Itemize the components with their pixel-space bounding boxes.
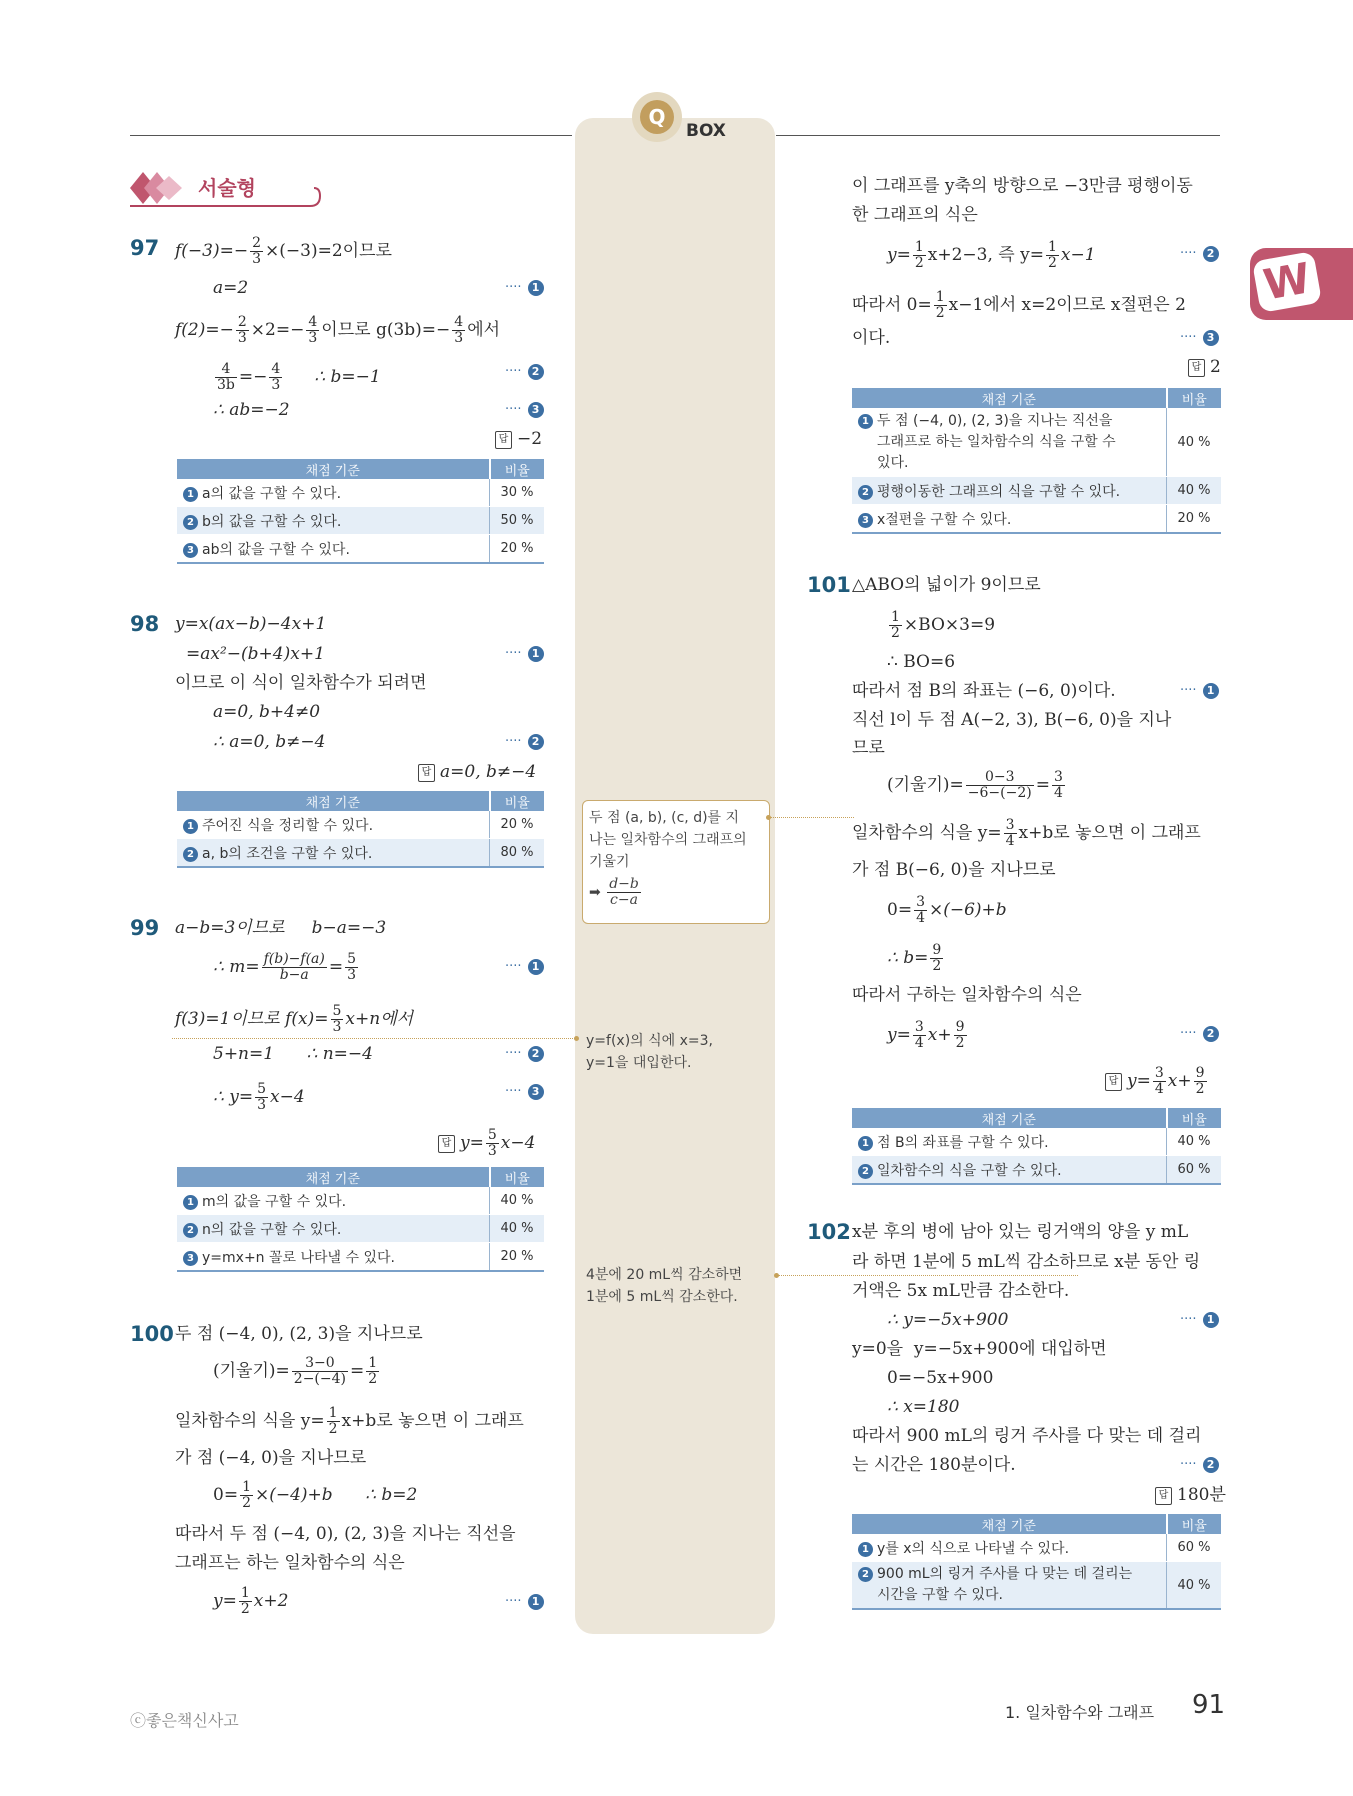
q97-marker-3: ···· 3 <box>505 400 544 420</box>
q102-marker-2: ···· 2 <box>1180 1455 1219 1475</box>
q97-line2: a=2 <box>213 278 249 298</box>
q100-line1: 두 점 (−4, 0), (2, 3)을 지나므로 <box>175 1324 423 1344</box>
table-row: 2 900 mL의 링거 주사를 다 맞는 데 걸리는 시간을 구할 수 있다. 40 % <box>852 1562 1221 1610</box>
q102-line1: x분 후의 병에 남아 있는 링거액의 양을 y mL <box>852 1222 1189 1242</box>
q101-line4: 따라서 점 B의 좌표는 (−6, 0)이다. <box>852 681 1116 701</box>
table-row: 2 n의 값을 구할 수 있다. 40 % <box>177 1215 544 1243</box>
q100-line7: 그래프는 하는 일차함수의 식은 <box>175 1553 405 1573</box>
qbox-note-slope-line2: 나는 일차함수의 그래프의 <box>589 832 747 848</box>
q100-marker-3: ···· 3 <box>1180 328 1219 348</box>
q99-marker-3: ···· 3 <box>505 1082 544 1102</box>
table-row: 3 x절편을 구할 수 있다. 20 % <box>852 505 1221 534</box>
q98-line1: y=x(ax−b)−4x+1 <box>175 614 327 634</box>
q99-line2: ∴ m= $\frac{f(b)-f(a)}{b-a}$ = $\frac{5}{3}$ <box>213 951 357 983</box>
q99-leader-line <box>172 1038 577 1039</box>
table-row: 2 평행이동한 그래프의 식을 구할 수 있다. 40 % <box>852 477 1221 505</box>
q102-line3: 거액은 5x mL만큼 감소한다. <box>852 1281 1070 1301</box>
table-row: 3 ab의 값을 구할 수 있다. 20 % <box>177 535 544 564</box>
q102-leader-line <box>778 1275 1078 1276</box>
q97-marker-2: ···· 2 <box>505 362 544 382</box>
q100-line4: 가 점 (−4, 0)을 지나므로 <box>175 1448 367 1468</box>
q98-answer: 답 a=0, b≠−4 <box>418 762 536 782</box>
qbox-note-rate-dot <box>774 1273 779 1278</box>
top-rule-left <box>130 135 572 136</box>
qbox-note-substitute-line1: y=f(x)의 식에 x=3, <box>586 1033 713 1049</box>
q97-line1: f(−3)=− $\frac{2}{3}$ ×(−3)=2이므로 <box>175 235 392 267</box>
w-tab-icon: W <box>1252 251 1322 313</box>
footer-copyright: ⓒ좋은책신사고 <box>130 1711 239 1730</box>
q99-criteria-table: 채점 기준 비율 1 m의 값을 구할 수 있다. 40 % 2 n의 값을 구할 수 있다. 40 % 3 y=mx+n 꼴로 나타낼 수 있다. 20 % <box>177 1167 544 1272</box>
q100-right-line5: 이다. <box>852 328 891 348</box>
arrow-icon: ➡ <box>589 884 601 901</box>
qbox-note-slope-dot <box>766 815 771 820</box>
section-underline <box>130 180 330 210</box>
q98-line2: =ax²−(b+4)x+1 <box>186 644 325 664</box>
q97-line3: f(2)=− $\frac{2}{3}$ ×2=− $\frac{4}{3}$ 이므로 g(3b)=− $\frac{4}{3}$ 에서 <box>175 314 501 346</box>
qbox-note-slope-formula: ➡ $\frac{d-b}{c-a}$ <box>589 876 639 908</box>
q101-line11: ∴ b= $\frac{9}{2}$ <box>887 942 942 974</box>
q102-answer: 답 180분 <box>1155 1485 1226 1505</box>
q102-line9: 는 시간은 180분이다. <box>852 1455 1016 1475</box>
q97-marker-1: ···· 1 <box>505 278 544 298</box>
q98-line4: a=0, b+4≠0 <box>213 702 321 722</box>
q101-line13: y= $\frac{3}{4}$ x+ $\frac{9}{2}$ <box>887 1019 965 1051</box>
q101-line7: (기울기)= $\frac{0-3}{-6-(-2)}$ = $\frac{3}{4}$ <box>887 769 1063 801</box>
q101-criteria-table: 채점 기준 비율 1 점 B의 좌표를 구할 수 있다. 40 % 2 일차함수의 식을 구할 수 있다. 60 % <box>852 1108 1221 1185</box>
q100-right-line1: 이 그래프를 y축의 방향으로 −3만큼 평행이동 <box>852 176 1193 196</box>
footer-page-number: 91 <box>1192 1690 1226 1720</box>
q98-criteria-table: 채점 기준 비율 1 주어진 식을 정리할 수 있다. 20 % 2 a, b의 조건을 구할 수 있다. 80 % <box>177 791 544 868</box>
q98-line5: ∴ a=0, b≠−4 <box>213 732 326 752</box>
q100-marker-1: ···· 1 <box>505 1592 544 1612</box>
q97-line5: ∴ ab=−2 <box>213 400 290 420</box>
table-row: 1 a의 값을 구할 수 있다. 30 % <box>177 479 544 507</box>
footer-chapter: 1. 일차함수와 그래프 <box>1005 1703 1155 1722</box>
q102-line7: ∴ x=180 <box>887 1397 960 1417</box>
q100-line2: (기울기)= $\frac{3-0}{2-(-4)}$ = $\frac{1}{2}$ <box>213 1355 378 1387</box>
q97-criteria-table: 채점 기준 비율 1 a의 값을 구할 수 있다. 30 % 2 b의 값을 구할 수 있다. 50 % 3 ab의 값을 구할 수 있다. 20 % <box>177 459 544 564</box>
qbox-note-slope-line1: 두 점 (a, b), (c, d)를 지 <box>589 810 740 826</box>
q101-line1: △ABO의 넓이가 9이므로 <box>852 575 1041 595</box>
qbox-badge-inner: Q <box>640 100 674 134</box>
q100-line6: 따라서 두 점 (−4, 0), (2, 3)을 지나는 직선을 <box>175 1524 516 1544</box>
top-rule-right <box>776 135 1220 136</box>
q101-line5: 직선 l이 두 점 A(−2, 3), B(−6, 0)을 지나 <box>852 710 1172 730</box>
q100-line5: 0= $\frac{1}{2}$ ×(−4)+b ∴ b=2 <box>213 1479 418 1511</box>
q101-line12: 따라서 구하는 일차함수의 식은 <box>852 985 1082 1005</box>
q100-line3: 일차함수의 식을 y= $\frac{1}{2}$ x+b로 놓으면 이 그래프 <box>175 1405 524 1437</box>
q101-line6: 므로 <box>852 738 885 758</box>
q97-answer: 답 −2 <box>495 429 542 449</box>
table-row: 1 m의 값을 구할 수 있다. 40 % <box>177 1187 544 1215</box>
q100-number: 100 <box>130 1322 174 1346</box>
q99-line5: ∴ y= $\frac{5}{3}$ x−4 <box>213 1081 305 1113</box>
section-title: 서술형 <box>198 176 256 200</box>
q100-answer: 답 2 <box>1188 357 1221 377</box>
qbox-note-rate-line2: 1분에 5 mL씩 감소한다. <box>586 1289 738 1305</box>
q102-line6: 0=−5x+900 <box>887 1368 994 1388</box>
q99-number: 99 <box>130 916 160 940</box>
q99-marker-1: ···· 1 <box>505 957 544 977</box>
table-row: 1 두 점 (−4, 0), (2, 3)을 지나는 직선을 그래프로 하는 일차함수의 식을 구할 수 있다. 40 % <box>852 408 1221 477</box>
qbox-note-rate-line1: 4분에 20 mL씩 감소하면 <box>586 1267 743 1283</box>
q99-line3: f(3)=1이므로 f(x)= $\frac{5}{3}$ x+n에서 <box>175 1003 414 1035</box>
q102-line2: 라 하면 1분에 5 mL씩 감소하므로 x분 동안 링 <box>852 1252 1201 1272</box>
q101-answer: 답 y= $\frac{3}{4}$ x+ $\frac{9}{2}$ <box>1105 1066 1209 1097</box>
table-row: 1 점 B의 좌표를 구할 수 있다. 40 % <box>852 1128 1221 1156</box>
q98-marker-2: ···· 2 <box>505 732 544 752</box>
q101-line8: 일차함수의 식을 y= $\frac{3}{4}$ x+b로 놓으면 이 그래프 <box>852 817 1201 849</box>
table-row: 1 y를 x의 식으로 나타낼 수 있다. 60 % <box>852 1534 1221 1562</box>
qbox-note-slope-line3: 기울기 <box>589 854 630 870</box>
table-row: 2 b의 값을 구할 수 있다. 50 % <box>177 507 544 535</box>
q98-marker-1: ···· 1 <box>505 644 544 664</box>
q102-line8: 따라서 900 mL의 링거 주사를 다 맞는 데 걸리 <box>852 1426 1202 1446</box>
q101-marker-1: ···· 1 <box>1180 681 1219 701</box>
qbox-note-substitute-line2: y=1을 대입한다. <box>586 1055 692 1071</box>
q101-line3: ∴ BO=6 <box>887 652 956 672</box>
q101-line9: 가 점 B(−6, 0)을 지나므로 <box>852 860 1056 880</box>
q102-marker-1: ···· 1 <box>1180 1310 1219 1330</box>
q101-marker-2: ···· 2 <box>1180 1024 1219 1044</box>
q102-criteria-table: 채점 기준 비율 1 y를 x의 식으로 나타낼 수 있다. 60 % 2 900 mL의 링거 주사를 다 맞는 데 걸리는 시간을 구할 수 있다. 40 % <box>852 1514 1221 1610</box>
q102-line4: ∴ y=−5x+900 <box>887 1310 1009 1330</box>
q100-line8: y= $\frac{1}{2}$ x+2 <box>213 1585 289 1617</box>
table-row: 2 a, b의 조건을 구할 수 있다. 80 % <box>177 839 544 868</box>
q98-number: 98 <box>130 612 160 636</box>
table-row: 3 y=mx+n 꼴로 나타낼 수 있다. 20 % <box>177 1243 544 1272</box>
q101-line2: $\frac{1}{2}$ ×BO×3=9 <box>891 609 996 641</box>
q97-line4: $\frac{4}{3b}$ =− $\frac{4}{3}$ ∴ b=−1 <box>217 361 381 393</box>
q99-line1: a−b=3이므로 b−a=−3 <box>175 918 387 938</box>
q101-leader-line <box>770 817 854 818</box>
table-row: 2 일차함수의 식을 구할 수 있다. 60 % <box>852 1156 1221 1185</box>
q100-criteria-table: 채점 기준 비율 1 두 점 (−4, 0), (2, 3)을 지나는 직선을 그래프로 하는 일차함수의 식을 구할 수 있다. 40 % 2 평행이동한 그래프의 식을 구할 수 있다. 40 % 3 x절편을 구할 수 있다. 20 % <box>852 388 1221 534</box>
q100-right-line4: 따라서 0= $\frac{1}{2}$ x−1에서 x=2이므로 x절편은 2 <box>852 289 1186 321</box>
q97-number: 97 <box>130 236 160 260</box>
q102-number: 102 <box>807 1220 851 1244</box>
q99-answer: 답 y= $\frac{5}{3}$ x−4 <box>438 1128 535 1159</box>
q101-line10: 0= $\frac{3}{4}$ ×(−6)+b <box>887 894 1007 926</box>
q100-right-line2: 한 그래프의 식은 <box>852 205 978 225</box>
q99-line4: 5+n=1 ∴ n=−4 <box>213 1044 373 1064</box>
qbox-note-substitute-dot <box>574 1036 579 1041</box>
q102-line5: y=0을 y=−5x+900에 대입하면 <box>852 1339 1107 1359</box>
q98-line3: 이므로 이 식이 일차함수가 되려면 <box>175 673 427 693</box>
table-row: 1 주어진 식을 정리할 수 있다. 20 % <box>177 811 544 839</box>
q100-marker-2: ···· 2 <box>1180 244 1219 264</box>
q100-right-line3: y= $\frac{1}{2}$ x+2−3, 즉 y= $\frac{1}{2}$ x−1 <box>887 239 1096 271</box>
q101-number: 101 <box>807 573 851 597</box>
q99-marker-2: ···· 2 <box>505 1044 544 1064</box>
qbox-label: BOX <box>686 121 726 141</box>
